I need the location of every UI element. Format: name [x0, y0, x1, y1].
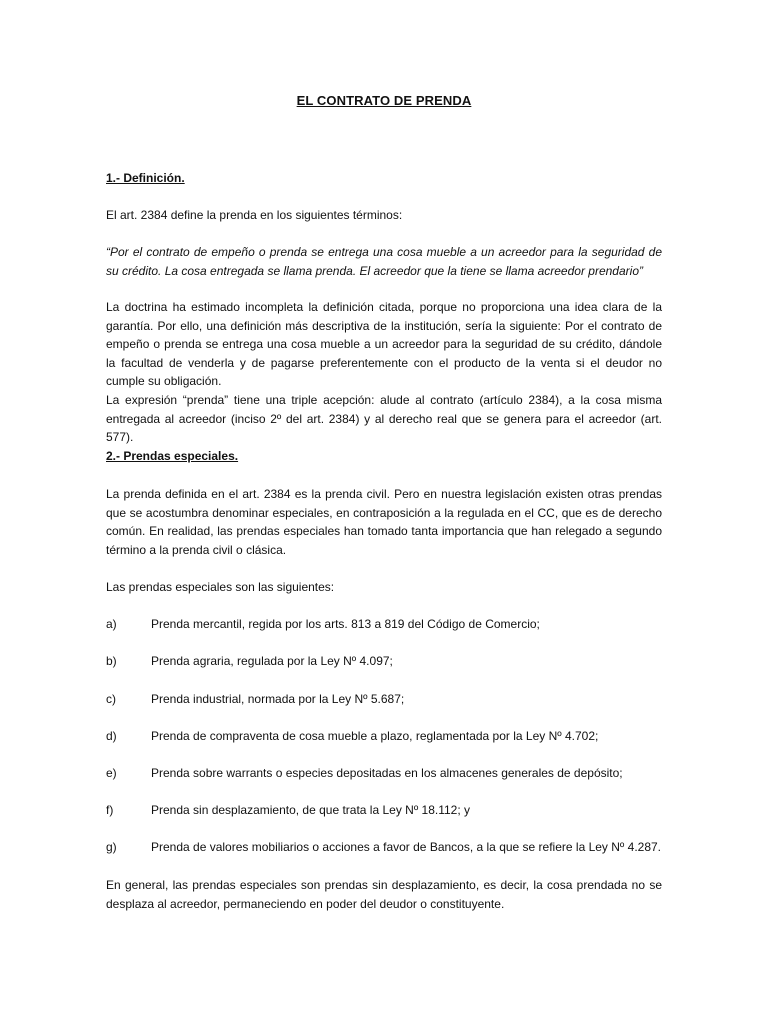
list-item-letter: e): [106, 766, 117, 780]
list-item: [106, 801, 666, 819]
list-item: [106, 690, 666, 708]
list-item: [106, 615, 666, 633]
list-item-letter: f): [106, 803, 114, 817]
list-item: [106, 652, 666, 670]
closing-paragraph: En general, las prendas especiales son prendas sin desplazamiento, es decir, la cosa prendada no se desplaza al acreedor, permaneciendo en poder del deudor o constituyente.: [106, 878, 662, 911]
acepcion-paragraph: La expresión “prenda” tiene una triple acepción: alude al contrato (artículo 2384), a la cosa misma entregada al acreedor (inciso 2º del art. 2384) y al derecho real que se genera para el acreedor (art. 577).: [106, 393, 662, 444]
document-title: EL CONTRATO DE PRENDA: [296, 93, 472, 108]
list-item: [106, 838, 666, 856]
section-heading-definicion: 1.- Definición.: [106, 171, 185, 185]
definition-quote: “Por el contrato de empeño o prenda se entrega una cosa mueble a un acreedor para la seguridad de su crédito. La cosa entregada se llama prenda. El acreedor que la tiene se llama acreedor prendario”: [106, 245, 662, 278]
list-item-letter: b): [106, 654, 117, 668]
list-item-text: Prenda agraria, regulada por la Ley Nº 4.097;: [151, 654, 393, 668]
list-item-text: Prenda mercantil, regida por los arts. 813 a 819 del Código de Comercio;: [151, 617, 540, 631]
list-item: [106, 727, 666, 745]
section-heading-prendas-especiales: 2.- Prendas especiales.: [106, 449, 239, 463]
list-item-text: Prenda sobre warrants o especies depositadas en los almacenes generales de depósito;: [151, 766, 623, 780]
list-item-letter: c): [106, 692, 116, 706]
list-item: [106, 764, 666, 782]
list-item-text: Prenda de compraventa de cosa mueble a plazo, reglamentada por la Ley Nº 4.702;: [151, 729, 599, 743]
list-item-letter: d): [106, 729, 117, 743]
prenda-civil-paragraph: La prenda definida en el art. 2384 es la prenda civil. Pero en nuestra legislación existen otras prendas que se acostumbra denominar especiales, en contraposición a la regulada en el CC, que es de derecho común. En realidad, las prendas especiales han tomado tanta importancia que han relegado a segundo término a la prenda civil o clásica.: [106, 487, 662, 557]
list-item-text: Prenda industrial, normada por la Ley Nº 5.687;: [151, 692, 405, 706]
list-item-letter: a): [106, 617, 117, 631]
list-item-letter: g): [106, 840, 117, 854]
list-item-text: Prenda de valores mobiliarios o acciones a favor de Bancos, a la que se refiere la Ley Nº 4.287.: [151, 840, 662, 854]
list-item-text: Prenda sin desplazamiento, de que trata la Ley Nº 18.112; y: [151, 803, 471, 817]
doctrine-paragraph: La doctrina ha estimado incompleta la definición citada, porque no proporciona una idea clara de la garantía. Por ello, una definición más descriptiva de la institución, sería la siguiente: Por el contrato de empeño o prenda se entrega una cosa mueble a un acreedor para la seguridad de su crédito, dándole la facultad de venderla y de pagarse preferentemente con el producto de la venta si el deudor no cumple su obligación.: [106, 300, 662, 388]
definition-intro: El art. 2384 define la prenda en los siguientes términos:: [106, 208, 403, 222]
list-intro: Las prendas especiales son las siguientes:: [106, 580, 335, 594]
